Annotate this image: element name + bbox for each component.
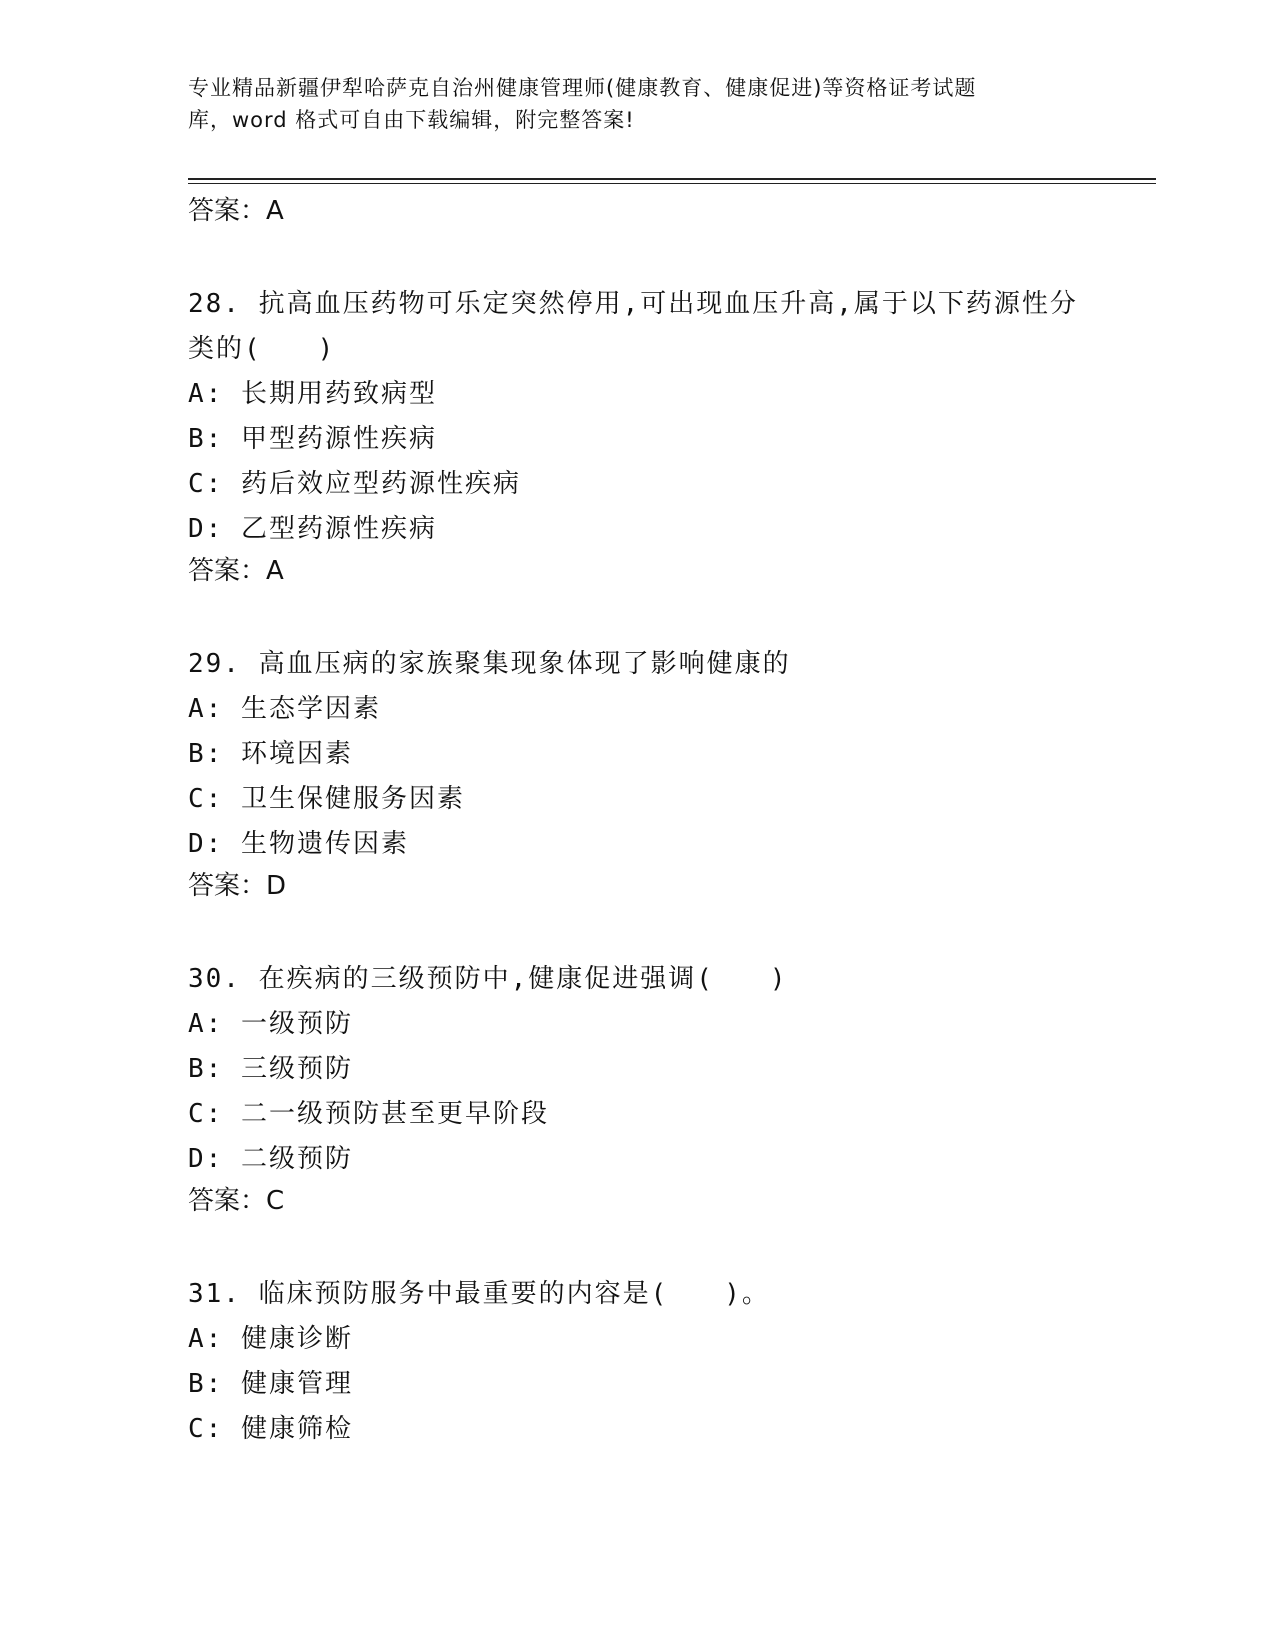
header-rule-thick <box>188 178 1156 180</box>
option-c: C: 药后效应型药源性疾病 <box>188 469 521 499</box>
option-c: C: 二一级预防甚至更早阶段 <box>188 1099 549 1129</box>
option-a: A: 一级预防 <box>188 1009 353 1039</box>
question-block <box>188 1272 1088 1452</box>
question-text: 29. 高血压病的家族聚集现象体现了影响健康的 <box>188 649 791 679</box>
answer-line: 答案：C <box>188 1186 285 1216</box>
question-text: 30. 在疾病的三级预防中,健康促进强调( ) <box>188 964 788 994</box>
option-b: B: 甲型药源性疾病 <box>188 424 437 454</box>
question-block <box>188 957 1088 1220</box>
option-b: B: 健康管理 <box>188 1369 353 1399</box>
answer-line: 答案：D <box>188 871 287 901</box>
header-line-2: 库，word 格式可自由下载编辑，附完整答案! <box>188 108 635 132</box>
question-block <box>188 282 1088 590</box>
document-header <box>188 72 1088 136</box>
option-b: B: 三级预防 <box>188 1054 353 1084</box>
header-rule-thin <box>188 183 1156 184</box>
option-b: B: 环境因素 <box>188 739 353 769</box>
option-c: C: 健康筛检 <box>188 1414 353 1444</box>
option-d: D: 乙型药源性疾病 <box>188 514 437 544</box>
option-d: D: 生物遗传因素 <box>188 829 409 859</box>
option-c: C: 卫生保健服务因素 <box>188 784 465 814</box>
header-line-1: 专业精品新疆伊犁哈萨克自治州健康管理师(健康教育、健康促进)等资格证考试题 <box>188 76 977 100</box>
option-a: A: 健康诊断 <box>188 1324 353 1354</box>
question-text: 31. 临床预防服务中最重要的内容是( )。 <box>188 1279 770 1309</box>
answer-line: 答案：A <box>188 196 284 226</box>
option-a: A: 长期用药致病型 <box>188 379 437 409</box>
option-a: A: 生态学因素 <box>188 694 381 724</box>
question-text: 28. 抗高血压药物可乐定突然停用,可出现血压升高,属于以下药源性分类的( ) <box>188 289 1078 364</box>
answer-line: 答案：A <box>188 556 284 586</box>
option-d: D: 二级预防 <box>188 1144 353 1174</box>
question-list <box>188 192 1088 1452</box>
question-block <box>188 642 1088 905</box>
